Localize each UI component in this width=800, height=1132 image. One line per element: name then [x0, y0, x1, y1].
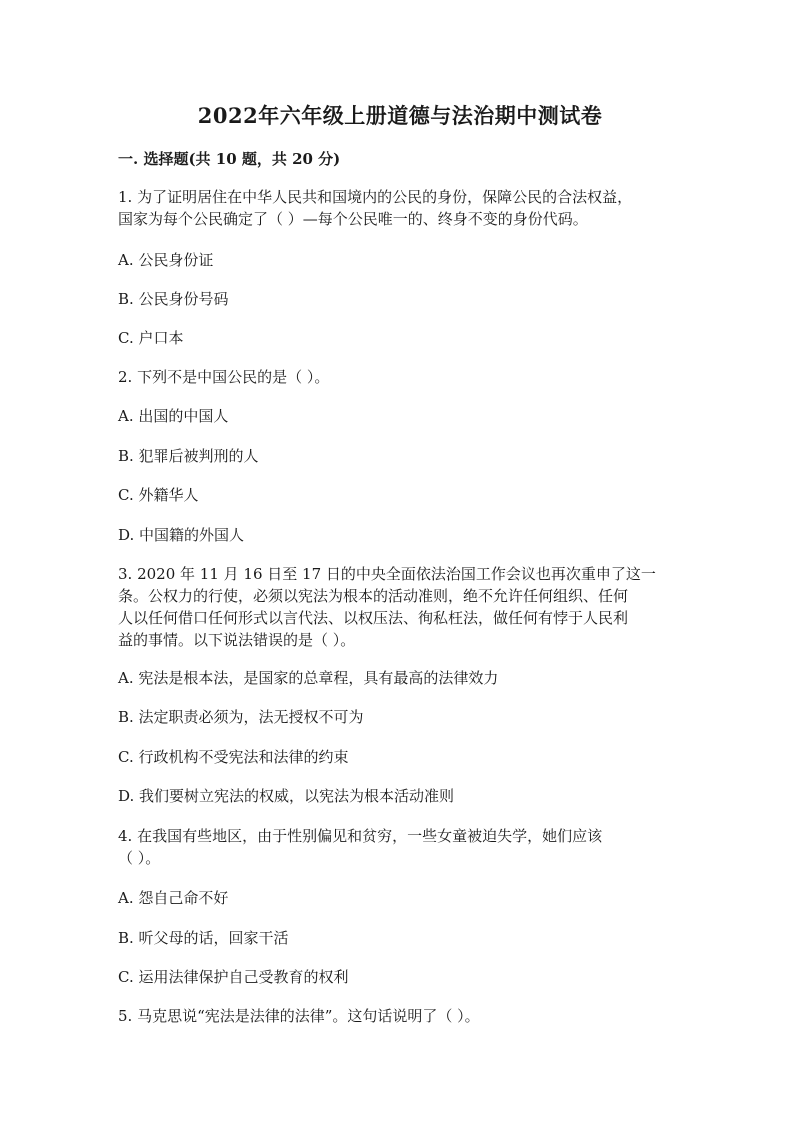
question-1-option-c: C. 户口本	[118, 329, 184, 347]
question-1-stem-line-1: 1. 为了证明居住在中华人民共和国境内的公民的身份，保障公民的合法权益，	[118, 188, 633, 206]
question-3-stem-line-1: 3. 2020 年 11 月 16 日至 17 日的中央全面依法治国工作会议也再次重申了这一	[118, 565, 656, 583]
question-4-option-b: B. 听父母的话，回家干活	[118, 929, 289, 947]
question-3-option-b: B. 法定职责必须为，法无授权不可为	[118, 708, 364, 726]
section-heading: 一. 选择题(共 10 题，共 20 分)	[118, 150, 341, 168]
question-2-option-c: C. 外籍华人	[118, 486, 199, 504]
question-3-option-a: A. 宪法是根本法，是国家的总章程，具有最高的法律效力	[118, 669, 499, 687]
question-4-stem-line-2: （ ）。	[118, 849, 161, 867]
question-3-stem-line-3: 人以任何借口任何形式以言代法、以权压法、徇私枉法，做任何有悖于人民利	[118, 609, 629, 627]
page-title: 2022年六年级上册道德与法治期中测试卷	[197, 103, 603, 128]
question-4-stem-line-1: 4. 在我国有些地区，由于性别偏见和贫穷，一些女童被迫失学，她们应该	[118, 827, 603, 845]
question-3-stem-line-4: 益的事情。以下说法错误的是（ ）。	[118, 631, 356, 649]
question-1-option-b: B. 公民身份号码	[118, 290, 229, 308]
question-2-stem-line-1: 2. 下列不是中国公民的是（ ）。	[118, 368, 330, 386]
question-2-option-a: A. 出国的中国人	[118, 407, 229, 425]
question-5-stem-line-1: 5. 马克思说“宪法是法律的法律”。这句话说明了（ ）。	[118, 1007, 480, 1025]
question-4-option-a: A. 怨自己命不好	[118, 889, 229, 907]
question-1-stem-line-2: 国家为每个公民确定了（ ）—每个公民唯一的、终身不变的身份代码。	[118, 210, 588, 228]
question-4-option-c: C. 运用法律保护自己受教育的权利	[118, 968, 349, 986]
question-2-option-d: D. 中国籍的外国人	[118, 526, 245, 544]
question-3-stem-line-2: 条。公权力的行使，必须以宪法为根本的活动准则，绝不允许任何组织、任何	[118, 587, 629, 605]
question-2-option-b: B. 犯罪后被判刑的人	[118, 447, 259, 465]
question-1-option-a: A. 公民身份证	[118, 251, 214, 269]
question-3-option-c: C. 行政机构不受宪法和法律的约束	[118, 748, 349, 766]
question-3-option-d: D. 我们要树立宪法的权威，以宪法为根本活动准则	[118, 787, 455, 805]
